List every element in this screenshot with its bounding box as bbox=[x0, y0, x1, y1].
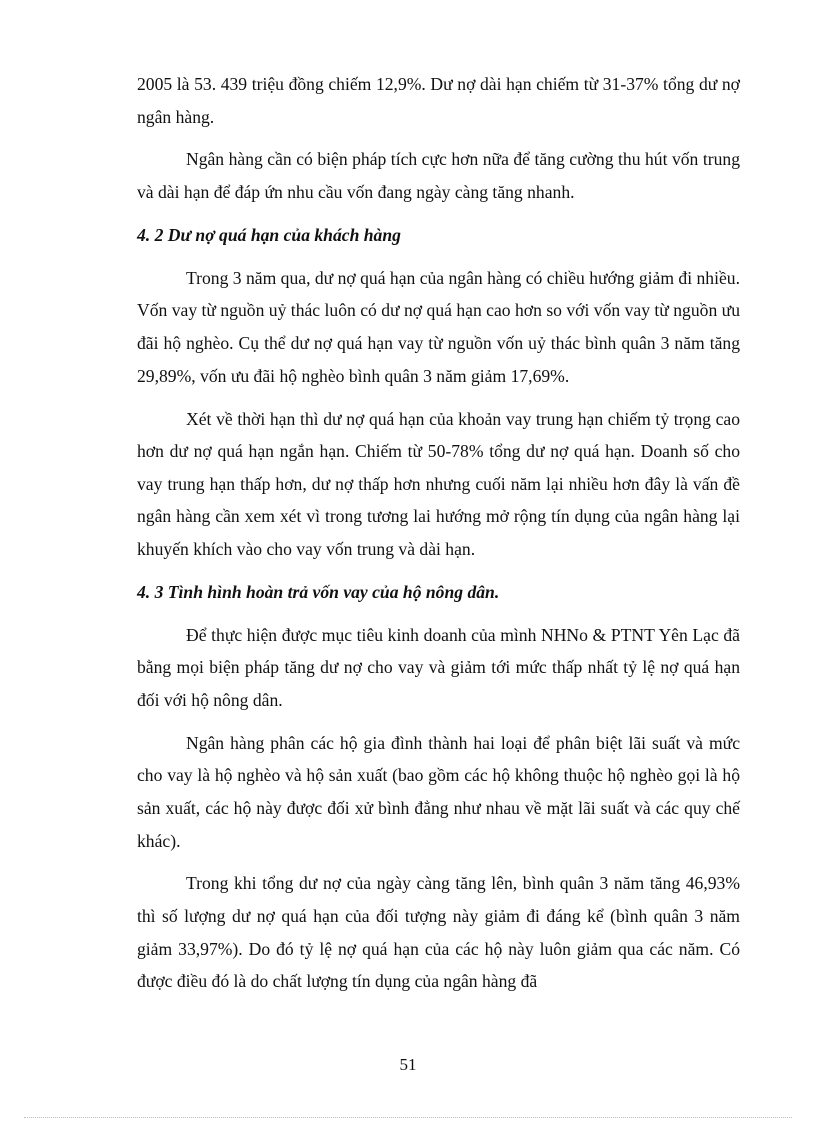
paragraph-overdue-by-term: Xét về thời hạn thì dư nợ quá hạn của khoản vay trung hạn chiếm tỷ trọng cao hơn dư nợ quá hạn ngắn hạn. Chiếm từ 50-78% tổng dư nợ quá hạn. Doanh số cho vay trung hạn thấp hơn, dư nợ thấp hơn nhưng cuối năm lại nhiều hơn đây là vấn đề ngân hàng cần xem xét vì trong tương lai hướng mở rộng tín dụng của ngân hàng lại khuyến khích vào cho vay vốn trung và dài hạn. bbox=[137, 408, 740, 559]
section-heading-4-2: 4. 2 Dư nợ quá hạn của khách hàng bbox=[137, 224, 401, 245]
paragraph-household-classification: Ngân hàng phân các hộ gia đình thành hai loại để phân biệt lãi suất và mức cho vay là hộ nghèo và hộ sản xuất (bao gồm các hộ không thuộc hộ nghèo gọi là hộ sản xuất, các hộ này được đối xử bình đẳng như nhau về mặt lãi suất và các quy chế khác). bbox=[137, 732, 740, 851]
paragraph-continuation: 2005 là 53. 439 triệu đồng chiếm 12,9%. Dư nợ dài hạn chiếm từ 31-37% tổng dư nợ ngân hàng. bbox=[137, 74, 740, 127]
paragraph-medium-long-term-capital: Ngân hàng cần có biện pháp tích cực hơn nữa để tăng cường thu hút vốn trung và dài hạn để đáp ứn nhu cầu vốn đang ngày càng tăng nhanh. bbox=[137, 149, 740, 203]
paragraph-business-goals: Để thực hiện được mục tiêu kinh doanh của mình NHNo & PTNT Yên Lạc đã bằng mọi biện pháp tăng dư nợ cho vay và giảm tới mức thấp nhất tỷ lệ nợ quá hạn đối với hộ nông dân. bbox=[137, 624, 740, 710]
page-number: 51 bbox=[399, 1055, 417, 1074]
document-page bbox=[137, 68, 740, 1008]
page-bottom-divider bbox=[24, 1117, 792, 1118]
paragraph-overdue-debt-trend: Trong 3 năm qua, dư nợ quá hạn của ngân hàng có chiều hướng giảm đi nhiều. Vốn vay từ nguồn uỷ thác luôn có dư nợ quá hạn cao hơn so với vốn vay từ nguồn ưu đãi hộ nghèo. Cụ thể dư nợ quá hạn vay từ nguồn vốn uỷ thác bình quân 3 năm tăng 29,89%, vốn ưu đãi hộ nghèo bình quân 3 năm giảm 17,69%. bbox=[137, 267, 740, 386]
paragraph-total-debt-growth: Trong khi tổng dư nợ của ngày càng tăng lên, bình quân 3 năm tăng 46,93% thì số lượng dư nợ quá hạn của đối tượng này giảm đi đáng kể (bình quân 3 năm giảm 33,97%). Do đó tỷ lệ nợ quá hạn của các hộ này luôn giảm qua các năm. Có được điều đó là do chất lượng tín dụng của ngân hàng đã bbox=[137, 873, 740, 992]
section-heading-4-3: 4. 3 Tình hình hoàn trả vốn vay của hộ nông dân. bbox=[137, 581, 500, 602]
